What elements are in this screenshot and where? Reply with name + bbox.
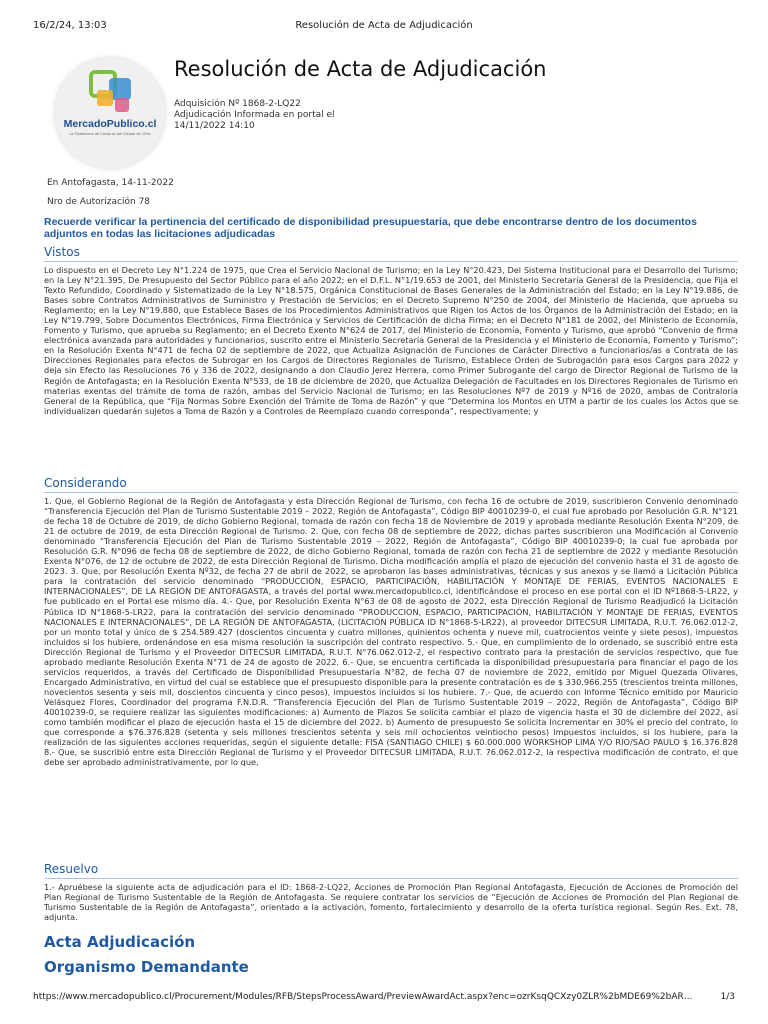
print-header bbox=[0, 0, 768, 30]
section-divider bbox=[44, 878, 738, 879]
adjudicacion-meta bbox=[174, 99, 335, 132]
print-datetime: 16/2/24, 13:03 bbox=[33, 20, 107, 31]
informada-label: Adjudicación Informada en portal el bbox=[174, 110, 335, 120]
location-date: En Antofagasta, 14-11-2022 bbox=[47, 178, 174, 188]
section-divider bbox=[44, 261, 738, 262]
heading-organismo-demandante: Organismo Demandante bbox=[44, 958, 249, 976]
nro-autorizacion: Nro de Autorización 78 bbox=[47, 197, 151, 207]
section-title-vistos: Vistos bbox=[44, 245, 80, 259]
page-number: 1/3 bbox=[720, 992, 735, 1002]
budget-notice: Recuerde verificar la pertinencia del certificado de disponibilidad presupuestaria, que debe encontrarse dentro de los documentos adjuntos en todas las licitaciones adjudicadas bbox=[44, 216, 697, 240]
heading-acta-adjudicacion: Acta Adjudicación bbox=[44, 933, 196, 951]
print-url: https://www.mercadopublico.cl/Procurement/Modules/RFB/StepsProcessAward/PreviewAwardAct.aspx?enc=ozrKsqQCXzy0ZLR%2bMDE69%2bAR… bbox=[33, 992, 693, 1002]
logo-name: MercadoPublico.cl bbox=[63, 118, 157, 130]
section-body-vistos: Lo dispuesto en el Decreto Ley N°1.224 de 1975, que Crea el Servicio Nacional de Turismo; en la Ley N°20.423, Del Sistema Institucional para el Desarrollo del Turismo; en la Ley N°21.395, De Presupuesto del Sector Público para el año 2022; en el D.F.L. N°1/19.653 de 2001, del Ministerio Secretaría General de la Presidencia, que Fija el Texto Refundido, Coordinado y Sistematizado de la Ley N°18.575, Orgánica Constitucional de Bases Generales de la Administración del Estado; en la Ley N°19.886, de Bases sobre Contratos Administrativos de Suministro y Prestación de Servicios; en el Decreto Supremo N°250 de 2004, del Ministerio de Hacienda, que aprueba su Reglamento; en la Ley N°19.880, que Establece Bases de los Procedimientos Administrativos que Rigen los Actos de los Órganos de la Administración del Estado; en la Ley N°19.799, Sobre Documentos Electrónicos, Firma Electrónica y Servicios de Certificación de dicha Firma; en el Decreto N°181 de 2002, del Ministerio de Economía, Fomento y Turismo, que aprueba su Reglamento; en el Decreto Exento N°624 de 2017, del Ministerio de Economía, Fomento y Turismo, que aprobó “Convenio de firma electrónica avanzada para autoridades y funcionarios, suscrito entre el Ministerio Secretaría General de la Presidencia y el Ministerio de Economía, Fomento y Turismo”; en la Resolución Exenta N°471 de fecha 02 de septiembre de 2022, que Actualiza Asignación de Funciones de Carácter Directivo a funcionarios/as a Contrata de las Direcciones Regionales para efectos de Subrogar en los Cargos de Directores Regionales de Turismo, Establece Orden de Subrogación para esos Cargos para 2022 y deja sin Efecto las Resoluciones 76 y 336 de 2022, designando a don Claudio Jerez Herrera, como Primer Subrogante del cargo de Director Regional de Turismo de la Región de Antofagasta; en la Resolución Exenta N°533, de 18 de diciembre de 2020, que Actualiza Delegación de Facultades en los Directores Regionales de Turismo en materias exentas del trámite de toma de razón, ambas del Servicio Nacional de Turismo; en las Resoluciones Nº7 de 2019 y Nº16 de 2020, ambas de Contraloría General de la República, que “Fija Normas Sobre Exención del Trámite de Toma de Razón” y que “Determina los Montos en UTM a partir de los cuales los Actos que se individualizan quedarán sujetos a Toma de Razón y a Controles de Reemplazo cuando corresponda”, respectivamente; y bbox=[44, 265, 738, 416]
section-title-considerando: Considerando bbox=[44, 476, 127, 490]
section-body-considerando: 1. Que, el Gobierno Regional de la Región de Antofagasta y esta Dirección Regional de Turismo, con fecha 16 de octubre de 2019, suscribieron Convenio denominado “Transferencia Ejecución del Plan de Turismo Sustentable 2019 – 2022, Región de Antofagasta”, Código BIP 40010239-0, el cual fue aprobado por Resolución G.R. N°121 de fecha 18 de Octubre de 2019, de dicho Gobierno Regional, tomada de razón con fecha 18 de Noviembre de 2019 y aprobada mediante Resolución Exenta N°209, de 21 de octubre de 2019, de esta Dirección Regional de Turismo. 2. Que, con fecha 08 de septiembre de 2022, dichas partes suscribieron una Modificación al Convenio denominado “Transferencia Ejecución del Plan de Turismo Sustentable 2019 – 2022, Región de Antofagasta”, Código BIP 40010239-0; la cual fue aprobada por Resolución G.R. N°096 de fecha 08 de septiembre de 2022, de dicho Gobierno Regional, tomada de razón con fecha 21 de septiembre de 2022 y mediante Resolución Exenta N°076, de 12 de octubre de 2022, de esta Dirección Regional de Turismo. Dicha modificación amplía el plazo de ejecución del convenio hasta el 31 de agosto de 2023. 3. Que, por Resolución Exenta Nº32, de fecha 27 de abril de 2022, se aprobaron las bases administrativas, técnicas y sus anexos y se llamó a Licitación Pública para la contratación del servicio denominado “PRODUCCIÓN, ESPACIO, PARTICIPACIÓN, HABILITACIÓN Y MONTAJE DE FERIAS, EVENTOS NACIONALES E INTERNACIONALES”, DE LA REGIÓN DE ANTOFAGASTA, a través del portal www.mercadopublico.cl, identificándose el proceso en ese portal con el ID Nº1868-5-LR22, y fue publicado en el Portal ese mismo día. 4.- Que, por Resolución Exenta N°63 de 08 de agosto de 2022, esta Dirección Regional de Turismo Readjudicó la Licitación Pública ID N°1868-5-LR22, para la contratación del servicio denominado “PRODUCCION, ESPACIO, PARTICIPACIÓN, HABILITACIÓN Y MONTAJE DE FERIAS, EVENTOS NACIONALES E INTERNACIONALES”, DE LA REGIÓN DE ANTOFAGASTA, (LICITACIÓN PÚBLICA ID N°1868-5-LR22), al proveedor DITECSUR LIMITADA, R.U.T. 76.062.012-2, por un monto total y único de $ 254.589.427 (doscientos cincuenta y cuatro millones, quinientos ochenta y nueve mil, cuatrocientos veinte y siete pesos), impuestos incluidos si los hubiere, ordenándose en esa misma resolución la suscripción del contrato respectivo. 5.- Que, en cumplimiento de lo ordenado, se suscribió entre esta Dirección Regional de Turismo y el Proveedor DITECSUR LIMITADA, R.U.T. N°76.062.012-2, el respectivo contrato para la prestación de servicios respectivo, que fue aprobado mediante Resolución Exenta N°71 de 24 de agosto de 2022. 6.- Que, se encuentra certificada la disponibilidad presupuestaria para financiar el pago de los servicios requeridos, a través del Certificado de Disponibilidad Presupuestaria N°82, de fecha 07 de noviembre de 2022, emitido por Miguel Quezada Olivares, Encargado Administrativo, en virtud del cual se establece que el presupuesto disponible para la presente contratación es de $ 330.966.255 (trescientos treinta millones, novecientos sesenta y seis mil, doscientos cincuenta y cinco pesos), impuestos incluidos si los hubiere. 7.- Que, de acuerdo con Informe Técnico emitido por Mauricio Velásquez Flores, Coordinador del programa F.N.D.R. “Transferencia Ejecución del Plan de Turismo Sustentable 2019 – 2022, Región de Antofagasta”, Código BIP 40010239-0, se requiere realizar las siguientes modificaciones: a) Aumento de Plazos Se solicita cambiar el plazo de vigencia hasta el 30 de diciembre del 2022, así como también modificar el plazo de ejecución hasta el 15 de diciembre del 2022. b) Aumento de presupuesto Se solicita Incrementar en 30% el precio del contrato, lo que corresponde a $76.376.828 (setenta y seis millones trescientos setenta y seis mil ochocientos veintiocho pesos) impuestos incluidos, si los hubiere, para la realización de las siguientes acciones requeridas, según el siguiente detalle: FISA (SANTIAGO CHILE) $ 60.000.000 WORKSHOP LIMA Y/O RIO/SAO PAULO $ 16.376.828 8.- Que, se suscribió entre esta Dirección Regional de Turismo y el Proveedor DITECSUR LIMITADA, R.U.T. 76.062.012-2, la respectiva modificación de contrato, el que debe ser aprobado administrativamente, por lo que, bbox=[44, 496, 738, 768]
logo-mark-icon bbox=[89, 70, 135, 116]
section-divider bbox=[44, 492, 738, 493]
informada-datetime: 14/11/2022 14:10 bbox=[174, 121, 255, 131]
mercadopublico-logo bbox=[55, 58, 165, 168]
page-title: Resolución de Acta de Adjudicación bbox=[174, 57, 547, 81]
logo-tagline: La Plataforma de Compras del Estado de Chile bbox=[69, 132, 151, 136]
section-title-resuelvo: Resuelvo bbox=[44, 862, 99, 876]
section-body-resuelvo: 1.- Apruébese la siguiente acta de adjudicación para el ID: 1868-2-LQ22, Acciones de Promoción Plan Regional Antofagasta, Ejecución de Acciones de Promoción del Plan Regional de Turismo Sustentable de la Región de Antofagasta. Se requiere contratar los servicios de “Ejecución de Acciones de Promoción del Plan Regional de Turismo Sustentable de la Región de Antofagasta”, orientado a la activación, fomento, fortalecimiento y desarrollo de la oferta turística regional. Según Res. Ext. 78, adjunta. bbox=[44, 882, 738, 923]
adquisicion-number: Adquisición Nº 1868-2-LQ22 bbox=[174, 99, 301, 109]
print-doc-title: Resolución de Acta de Adjudicación bbox=[295, 20, 473, 31]
